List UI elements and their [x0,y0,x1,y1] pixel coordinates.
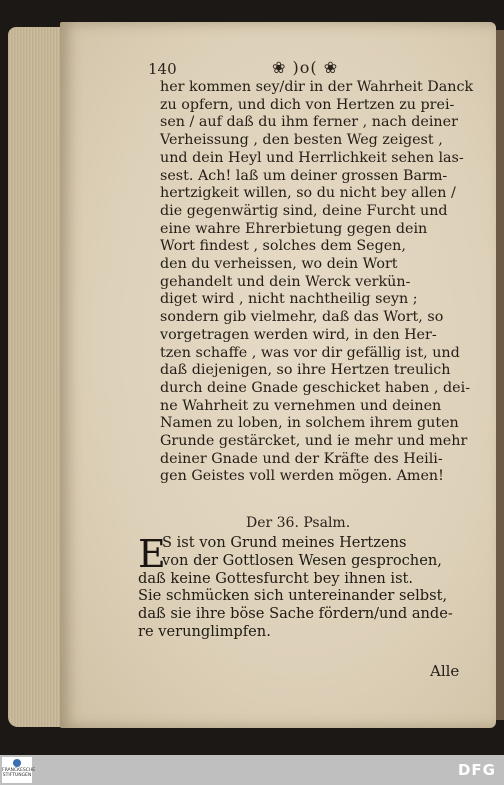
text-line: Namen zu loben, in solchem ihrem guten [160,415,459,432]
text-line: her kommen sey/dir in der Wahrheit Danck [160,79,474,95]
text-line: Grunde gestärcket, und ie mehr und mehr [160,433,468,450]
text-line: Wort findest , solches dem Segen, [160,238,406,255]
viewer-footer-bar [0,755,504,785]
text-line: hertzigkeit willen, so du nicht bey allen / [160,185,456,202]
text-line: tzen schaffe , was vor dir gefällig ist, und [160,344,460,361]
psalm-line: daß sie ihre böse Sache fördern/und ande- [138,605,453,623]
psalm-text-block [138,534,470,641]
text-line: gen Geistes voll werden mögen. Amen! [160,468,444,485]
psalm-lines [138,534,470,641]
logo-mark-icon [13,759,21,767]
page-number: 140 [148,60,177,78]
text-line: die gegenwärtig sind, deine Furcht und [160,202,448,219]
text-line: sen / auf daß du ihm ferner , nach deiner [160,114,458,131]
text-line: vorgetragen werden wird, in den Her- [160,326,437,343]
text-line: gehandelt und dein Werck verkün- [160,273,411,290]
header-ornament: ❀ )o( ❀ [272,58,339,77]
text-line: daß diejenigen, so ihre Hertzen treulich [160,362,451,379]
psalm-line: re verunglimpfen. [138,622,271,640]
text-line: zu opfern, und dich von Hertzen zu prei- [160,96,455,113]
text-line: ne Wahrheit zu vernehmen und deinen [160,397,442,414]
psalm-line: von der Gottlosen Wesen gesprochen, [162,551,442,569]
dfg-logo[interactable]: DFG [457,761,496,779]
text-line: diget wird , nicht nachtheilig seyn ; [160,291,418,308]
text-line: durch deine Gnade geschicket haben , dei- [160,379,471,396]
prayer-text-block [160,79,480,486]
text-line: eine wahre Ehrerbietung gegen dein [160,220,428,237]
psalm-heading: Der 36. Psalm. [246,515,351,531]
psalm-line: S ist von Grund meines Hertzens [162,534,407,551]
text-line: und dein Heyl und Herrlichkeit sehen las- [160,149,464,166]
library-logo-text: FRANCKESCHE STIFTUNGEN [2,768,36,778]
library-logo[interactable] [2,757,36,783]
text-line: sondern gib vielmehr, daß das Wort, so [160,309,444,326]
facing-page-edge [496,30,504,720]
catchword: Alle [430,662,460,680]
text-line: den du verheissen, wo dein Wort [160,256,398,273]
psalm-line: daß keine Gottesfurcht bey ihnen ist. [138,569,414,587]
drop-cap-initial: E [138,532,166,576]
psalm-line: Sie schmücken sich untereinander selbst, [138,587,448,605]
text-line: Verheissung , den besten Weg zeigest , [160,132,443,149]
text-line: sest. Ach! laß um deiner grossen Barm- [160,167,448,184]
text-line: deiner Gnade und der Kräfte des Heili- [160,450,443,467]
